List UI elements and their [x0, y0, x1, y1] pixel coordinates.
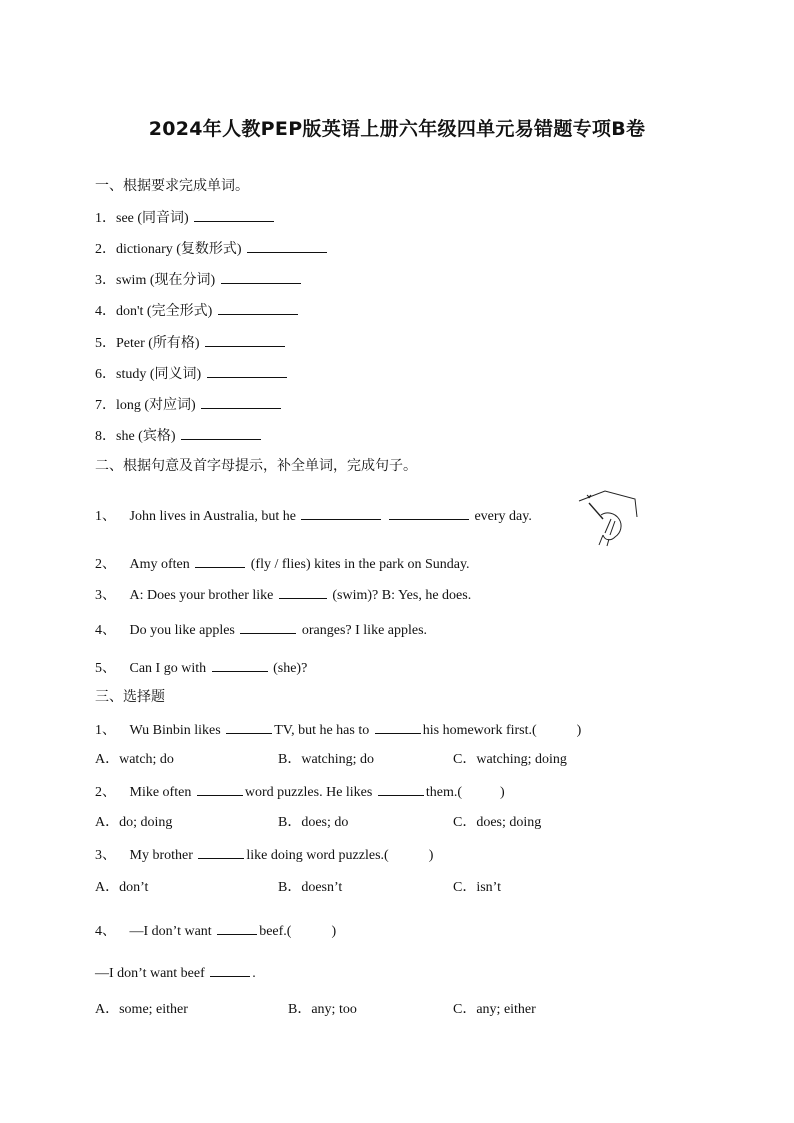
answer-blank[interactable]: [212, 657, 268, 672]
writing-hand-icon: [575, 489, 641, 547]
s1-item-6: 6．study (同义词): [95, 363, 289, 385]
s2-item-2: 2、 Amy often (fly / flies) kites in the park on Sunday.: [95, 553, 470, 575]
answer-blank[interactable]: [375, 719, 421, 734]
s1-item-8: 8．she (宾格): [95, 425, 263, 447]
s2-item-3: 3、 A: Does your brother like (swim)? B: Yes, he does.: [95, 584, 471, 606]
s3-question-4: 4、 —I don’t want beef.( ): [95, 920, 336, 942]
answer-blank[interactable]: [218, 300, 298, 315]
answer-blank[interactable]: [301, 505, 381, 520]
answer-blank[interactable]: [181, 425, 261, 440]
section3-heading: 三、选择题: [95, 689, 165, 705]
option-b[interactable]: B．watching; do: [278, 752, 375, 767]
answer-blank[interactable]: [378, 781, 424, 796]
answer-blank[interactable]: [226, 719, 272, 734]
answer-blank[interactable]: [198, 844, 244, 859]
s3-question-3: 3、 My brother like doing word puzzles.( ): [95, 844, 433, 866]
s1-item-3: 3．swim (现在分词): [95, 269, 303, 291]
answer-blank[interactable]: [194, 207, 274, 222]
option-a[interactable]: A．watch; do: [95, 752, 174, 767]
page-title: 2024年人教PEP版英语上册六年级四单元易错题专项B卷: [148, 118, 646, 140]
answer-blank[interactable]: [195, 553, 245, 568]
answer-blank[interactable]: [240, 619, 296, 634]
option-b[interactable]: B．any; too: [288, 1002, 357, 1017]
answer-blank[interactable]: [210, 962, 250, 977]
option-c[interactable]: C．watching; doing: [453, 752, 567, 767]
option-b[interactable]: B．doesn’t: [278, 880, 343, 895]
answer-blank[interactable]: [389, 505, 469, 520]
option-c[interactable]: C．any; either: [453, 1002, 536, 1017]
s1-item-7: 7．long (对应词): [95, 394, 283, 416]
s1-item-1: 1．see (同音词): [95, 207, 276, 229]
answer-blank[interactable]: [207, 363, 287, 378]
s3-question-1: 1、 Wu Binbin likes TV, but he has to his homework first.( ): [95, 719, 581, 741]
option-a[interactable]: A．do; doing: [95, 815, 173, 830]
option-c[interactable]: C．isn’t: [453, 880, 501, 895]
option-a[interactable]: A．some; either: [95, 1002, 188, 1017]
answer-blank[interactable]: [221, 269, 301, 284]
answer-blank[interactable]: [205, 332, 285, 347]
s1-item-4: 4．don't (完全形式): [95, 300, 300, 322]
answer-blank[interactable]: [197, 781, 243, 796]
section2-heading: 二、根据句意及首字母提示，补全单词，完成句子。: [95, 458, 417, 474]
s3-q4-line2: —I don’t want beef .: [95, 962, 256, 984]
s1-item-5: 5．Peter (所有格): [95, 332, 287, 354]
section1-heading: 一、根据要求完成单词。: [95, 178, 249, 194]
s2-item-5: 5、 Can I go with (she)?: [95, 657, 307, 679]
s3-question-2: 2、 Mike often word puzzles. He likes them.( ): [95, 781, 505, 803]
option-b[interactable]: B．does; do: [278, 815, 349, 830]
answer-blank[interactable]: [247, 238, 327, 253]
answer-blank[interactable]: [279, 584, 327, 599]
option-a[interactable]: A．don’t: [95, 880, 149, 895]
s2-item-4: 4、 Do you like apples oranges? I like apples.: [95, 619, 427, 641]
answer-blank[interactable]: [217, 920, 257, 935]
s1-item-2: 2．dictionary (复数形式): [95, 238, 329, 260]
s2-item-1: 1、 John lives in Australia, but he every day.: [95, 505, 532, 527]
option-c[interactable]: C．does; doing: [453, 815, 542, 830]
answer-blank[interactable]: [201, 394, 281, 409]
